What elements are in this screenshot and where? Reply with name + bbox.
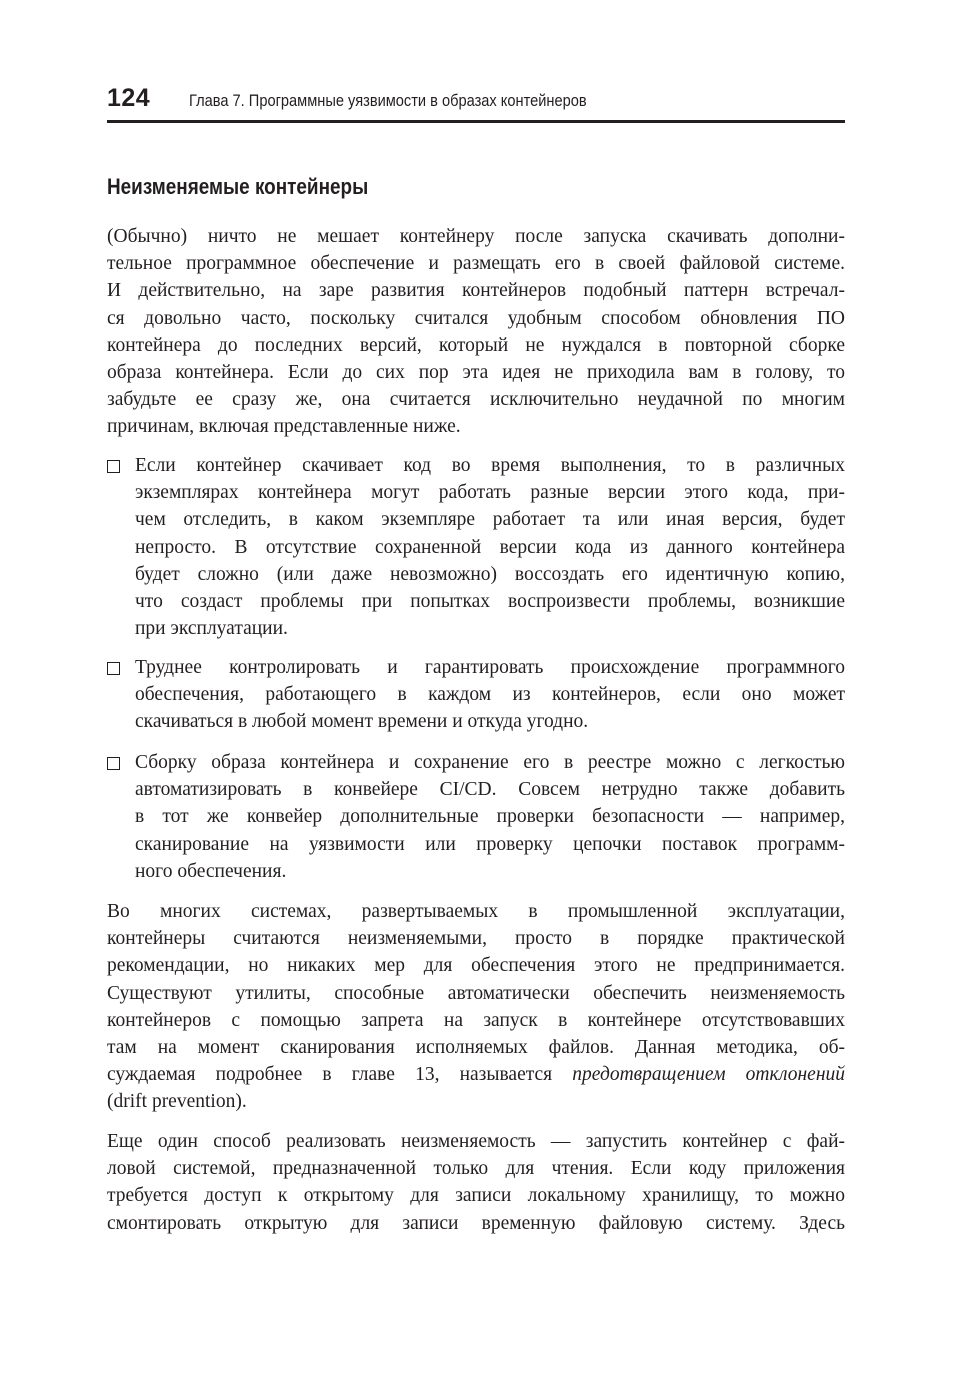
text-line: скачиваться в любой момент времени и откуда угодно. bbox=[135, 711, 589, 733]
text-line bbox=[107, 1061, 845, 1088]
text-line: рекомендации, но никаких мер для обеспечения этого не предпринимается. bbox=[107, 955, 845, 977]
text-line: при эксплуатации. bbox=[135, 618, 288, 640]
text-line: непросто. В отсутствие сохраненной версии кода из данного контейнера bbox=[135, 536, 845, 558]
paragraph-1 bbox=[107, 223, 845, 441]
text-line: автоматизировать в конвейере CI/CD. Совсем нетрудно также добавить bbox=[135, 779, 845, 801]
checkbox-bullet-icon bbox=[107, 662, 120, 675]
checkbox-bullet-icon bbox=[107, 757, 120, 770]
text-line: (drift prevention). bbox=[107, 1091, 247, 1113]
text-line: будет сложно (или даже невозможно) воссоздать его идентичную копию, bbox=[135, 563, 845, 585]
text-line: ся довольно часто, поскольку считался удобным способом обновления ПО bbox=[107, 307, 845, 329]
text-line: контейнера до последних версий, который не нуждался в повторной сборке bbox=[107, 334, 845, 356]
text-line: обеспечения, работающего в каждом из контейнеров, если оно может bbox=[135, 684, 845, 706]
running-title: Глава 7. Программные уязвимости в образах контейнеров bbox=[189, 91, 587, 110]
bullet-item-1 bbox=[135, 452, 845, 642]
text-line: контейнеров с помощью запрета на запуск в контейнере отсутствовавших bbox=[107, 1009, 845, 1031]
text-line: контейнеры считаются неизменяемыми, просто в порядке практической bbox=[107, 928, 845, 950]
text-line: чем отследить, в каком экземпляре работает та или иная версия, будет bbox=[135, 509, 845, 531]
text-line: там на момент сканирования исполняемых файлов. Данная методика, об- bbox=[107, 1036, 845, 1058]
text-line: сканирование на уязвимости или проверку цепочки поставок программ- bbox=[135, 833, 845, 855]
text-line: требуется доступ к открытому для записи локальному хранилищу, то можно bbox=[107, 1185, 845, 1207]
text-line: в тот же конвейер дополнительные проверки безопасности — например, bbox=[135, 806, 845, 828]
page-number: 124 bbox=[107, 84, 151, 112]
text-line: ного обеспечения. bbox=[135, 860, 287, 882]
text-line: Сборку образа контейнера и сохранение его в реестре можно с легкостью bbox=[135, 752, 845, 773]
bullet-item-3 bbox=[135, 749, 845, 885]
text-line: причинам, включая представленные ниже. bbox=[107, 416, 461, 438]
checkbox-bullet-icon bbox=[107, 460, 120, 473]
text-line: Еще один способ реализовать неизменяемость — запустить контейнер с фай- bbox=[107, 1131, 845, 1152]
text-segment: суждаемая подробнее в главе 13, называется bbox=[107, 1064, 573, 1086]
text-line: И действительно, на заре развития контейнеров подобный паттерн встречал- bbox=[107, 280, 845, 302]
text-line: образа контейнера. Если до сих пор эта идея не приходила вам в голову, то bbox=[107, 361, 845, 383]
text-line: что создаст проблемы при попытках воспроизвести проблемы, возникшие bbox=[135, 590, 845, 612]
text-line: Существуют утилиты, способные автоматически обеспечить неизменяемость bbox=[107, 982, 845, 1004]
text-line: Труднее контролировать и гарантировать происхождение программного bbox=[135, 657, 845, 678]
text-line: экземплярах контейнера могут работать разные версии этого кода, при- bbox=[135, 482, 845, 504]
text-line: Во многих системах, развертываемых в промышленной эксплуатации, bbox=[107, 901, 845, 922]
text-line: Если контейнер скачивает код во время выполнения, то в различных bbox=[135, 455, 845, 476]
text-line: ловой системой, предназначенной только для чтения. Если коду приложения bbox=[107, 1158, 845, 1180]
running-header bbox=[107, 84, 845, 123]
text-line: смонтировать открытую для записи временную файловую систему. Здесь bbox=[107, 1212, 845, 1234]
paragraph-2 bbox=[107, 898, 845, 1116]
text-line: (Обычно) ничто не мешает контейнеру после запуска скачивать дополни- bbox=[107, 226, 845, 247]
italic-term: предотвращением отклонений bbox=[572, 1064, 845, 1086]
section-title: Неизменяемые контейнеры bbox=[107, 174, 369, 199]
text-line: забудьте ее сразу же, она считается исключительно неудачной по многим bbox=[107, 389, 845, 411]
paragraph-3 bbox=[107, 1128, 845, 1237]
text-line: тельное программное обеспечение и размещать его в своей файловой системе. bbox=[107, 253, 845, 275]
bullet-item-2 bbox=[135, 654, 845, 736]
